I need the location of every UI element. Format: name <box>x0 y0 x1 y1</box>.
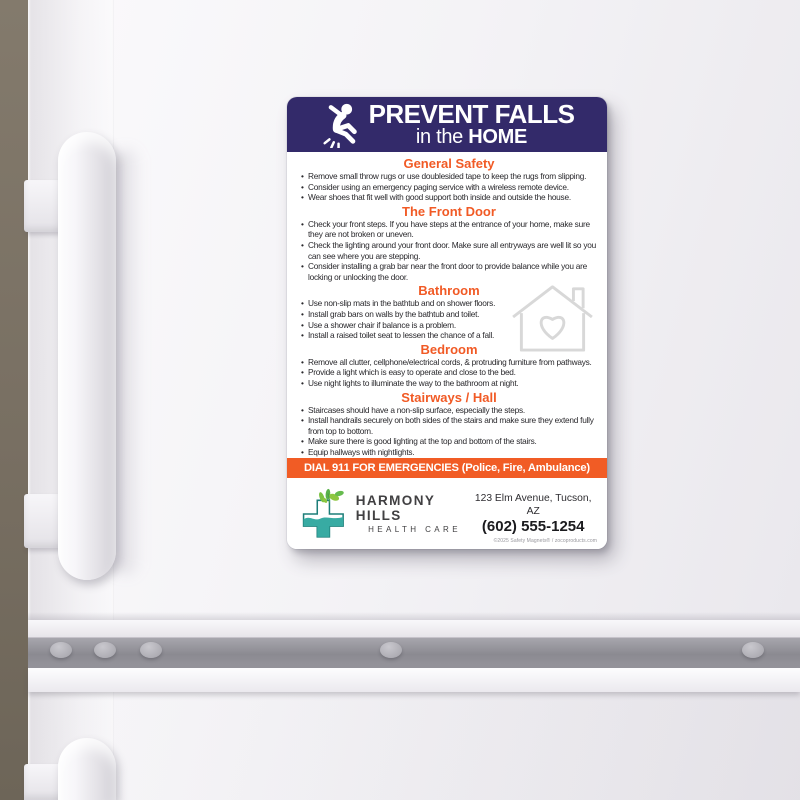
clinic-subtitle: HEALTH CARE <box>368 525 461 534</box>
section-bullets <box>297 357 601 390</box>
section-heading: Bedroom <box>420 341 478 357</box>
section-bullets <box>297 219 601 284</box>
magnet-header <box>287 97 607 152</box>
bullet-item: • Check the lighting around your front door. Make sure all entryways are well lit so you can see where you are stepping. <box>301 240 601 261</box>
bullet-item: • Install handrails securely on both sides of the stairs and make sure they extend fully from top to bottom. <box>301 415 601 436</box>
fridge-door-handle[interactable] <box>58 132 116 580</box>
bullet-item: • Use night lights to illuminate the way to the bathroom at night. <box>301 378 601 389</box>
section-bullets <box>297 405 601 459</box>
subtitle-regular: in the <box>415 126 464 148</box>
bullet-item: • Make sure there is good lighting at the top and bottom of the stairs. <box>301 436 601 447</box>
bullet-item: • Use a shower chair if balance is a problem. <box>301 320 601 331</box>
handle-bracket-top <box>24 180 62 232</box>
magnet-footer <box>287 478 607 549</box>
hinge-cap <box>50 642 72 658</box>
bullet-item: • Provide a light which is easy to operate and close to the bed. <box>301 367 601 378</box>
bullet-item: • Consider using an emergency paging service with a wireless remote device. <box>301 182 601 193</box>
hinge-cap <box>140 642 162 658</box>
section-bullets <box>297 298 601 341</box>
emergency-banner: DIAL 911 FOR EMERGENCIES (Police, Fire, Ambulance) <box>287 458 607 478</box>
magnet-title-block <box>368 99 575 148</box>
handle-shadow <box>112 150 142 574</box>
clinic-logo <box>299 486 473 542</box>
lower-door-handle[interactable] <box>58 738 116 800</box>
safety-magnet <box>287 97 607 549</box>
bullet-item: • Consider installing a grab bar near the front door to provide balance while you are locking or unlocking the door. <box>301 261 601 282</box>
cross-leaves-logo-icon <box>299 486 348 542</box>
bullet-item: • Install a raised toilet seat to lessen the chance of a fall. <box>301 330 601 341</box>
bullet-item: • Staircases should have a non-slip surface, especially the steps. <box>301 405 601 416</box>
magnet-body <box>287 152 607 458</box>
hinge-cap <box>742 642 764 658</box>
bullet-item: • Equip hallways with nightlights. <box>301 447 601 458</box>
hinge-cap <box>380 642 402 658</box>
section-heading: Bathroom <box>418 283 480 299</box>
clinic-contact <box>473 492 595 536</box>
bullet-item: • Remove all clutter, cellphone/electrical cords, & protruding furniture from pathways. <box>301 357 601 368</box>
hinge-recess-band <box>28 638 800 668</box>
bullet-item: • Wear shoes that fit well with good support both inside and outside the house. <box>301 192 601 203</box>
clinic-phone: (602) 555-1254 <box>481 517 585 535</box>
bullet-item: • Install grab bars on walls by the bathtub and toilet. <box>301 309 601 320</box>
lower-door-top-ledge <box>28 668 800 692</box>
handle-bracket-bottom <box>24 494 62 548</box>
door-gap-shadow <box>28 612 800 620</box>
magnet-sections <box>297 157 601 458</box>
clinic-name: HARMONY HILLS <box>355 493 436 523</box>
bullet-item: • Remove small throw rugs or use doublesided tape to keep the rugs from slipping. <box>301 171 601 182</box>
subtitle-bold: HOME <box>468 126 528 148</box>
lower-door-face <box>28 692 800 800</box>
bullet-item: • Use non-slip mats in the bathtub and on shower floors. <box>301 298 601 309</box>
magnet-subtitle <box>416 127 527 147</box>
upper-door-bottom-lip <box>28 620 800 638</box>
falling-person-icon <box>320 102 360 148</box>
magnet-title: PREVENT FALLS <box>368 99 575 129</box>
hinge-cap <box>94 642 116 658</box>
clinic-address: 123 Elm Avenue, Tucson, AZ <box>474 492 592 517</box>
bullet-item: • Check your front steps. If you have steps at the entrance of your home, make sure they are not broken or uneven. <box>301 219 601 240</box>
section-heading: The Front Door <box>402 203 496 219</box>
copyright-fine-print: ©2025 Safety Magnets® / zocoproducts.com <box>493 538 597 544</box>
section-heading: Stairways / Hall <box>401 389 497 405</box>
clinic-name-block <box>356 493 474 534</box>
section-bullets <box>297 171 601 204</box>
section-heading: General Safety <box>403 156 495 171</box>
